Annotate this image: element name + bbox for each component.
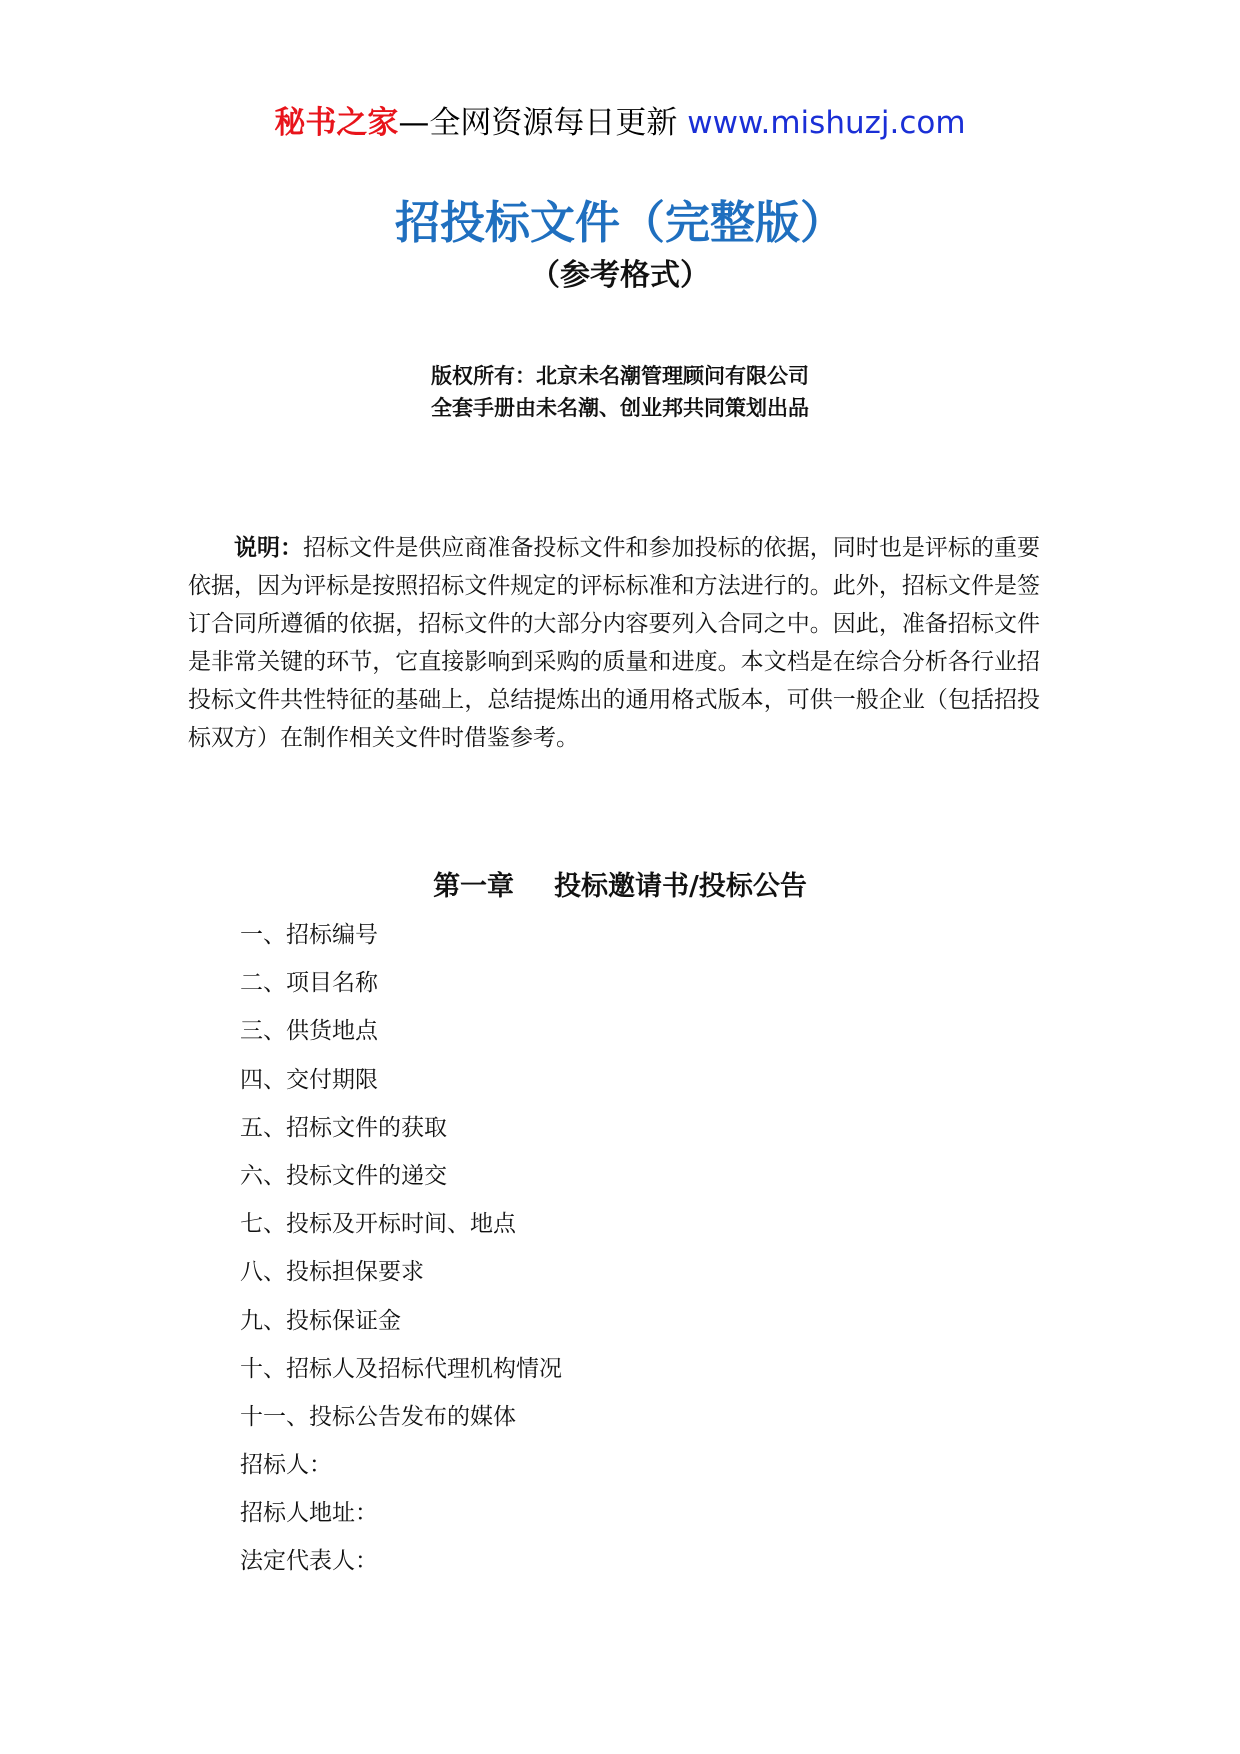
list-item: 法定代表人： (240, 1548, 378, 1575)
list-item: 五、招标文件的获取 (240, 1114, 447, 1141)
list-item: 八、投标担保要求 (240, 1259, 424, 1286)
banner-brand: 秘书之家 (274, 105, 399, 141)
list-item: 七、投标及开标时间、地点 (240, 1211, 516, 1238)
banner-tagline: —全网资源每日更新 (398, 105, 678, 141)
list-item: 二、项目名称 (240, 970, 378, 997)
description-text: 招标文件是供应商准备投标文件和参加投标的依据，同时也是评标的重要依据，因为评标是按照招标文件规定的评标标准和方法进行的。此外，招标文件是签订合同所遵循的依据，招标文件的大部分内容要列入合同之中。因此，准备招标文件是非常关键的环节，它直接影响到采购的质量和进度。本文档是在综合分析各行业招投标文件共性特征的基础上，总结提炼出的通用格式版本，可供一般企业（包括招投标双方）在制作相关文件时借鉴参考。 (188, 535, 1041, 751)
description-label: 说明： (234, 535, 304, 561)
document-subtitle: （参考格式） (530, 258, 710, 293)
copyright-block (0, 360, 1240, 424)
list-item: 招标人地址： (240, 1500, 378, 1527)
document-title: 招投标文件（完整版） (394, 196, 845, 249)
producer-line: 全套手册由未名潮、创业邦共同策划出品 (431, 396, 809, 420)
section-list (240, 917, 562, 1592)
list-item: 十一、投标公告发布的媒体 (240, 1403, 516, 1430)
copyright-line: 版权所有：北京未名潮管理顾问有限公司 (431, 364, 809, 388)
list-item: 三、供货地点 (240, 1018, 378, 1045)
list-item: 四、交付期限 (240, 1066, 378, 1093)
chapter-title: 投标邀请书/投标公告 (554, 871, 807, 902)
site-banner (0, 103, 1240, 143)
list-item: 招标人： (240, 1452, 332, 1479)
description-paragraph (188, 529, 1040, 757)
banner-url-link[interactable]: www.mishuzj.com (687, 105, 966, 141)
chapter-number: 第一章 (433, 871, 515, 902)
list-item: 十、招标人及招标代理机构情况 (240, 1355, 562, 1382)
list-item: 六、投标文件的递交 (240, 1162, 447, 1189)
list-item: 一、招标编号 (240, 922, 378, 948)
list-item: 九、投标保证金 (240, 1307, 401, 1334)
chapter-heading (0, 867, 1240, 907)
